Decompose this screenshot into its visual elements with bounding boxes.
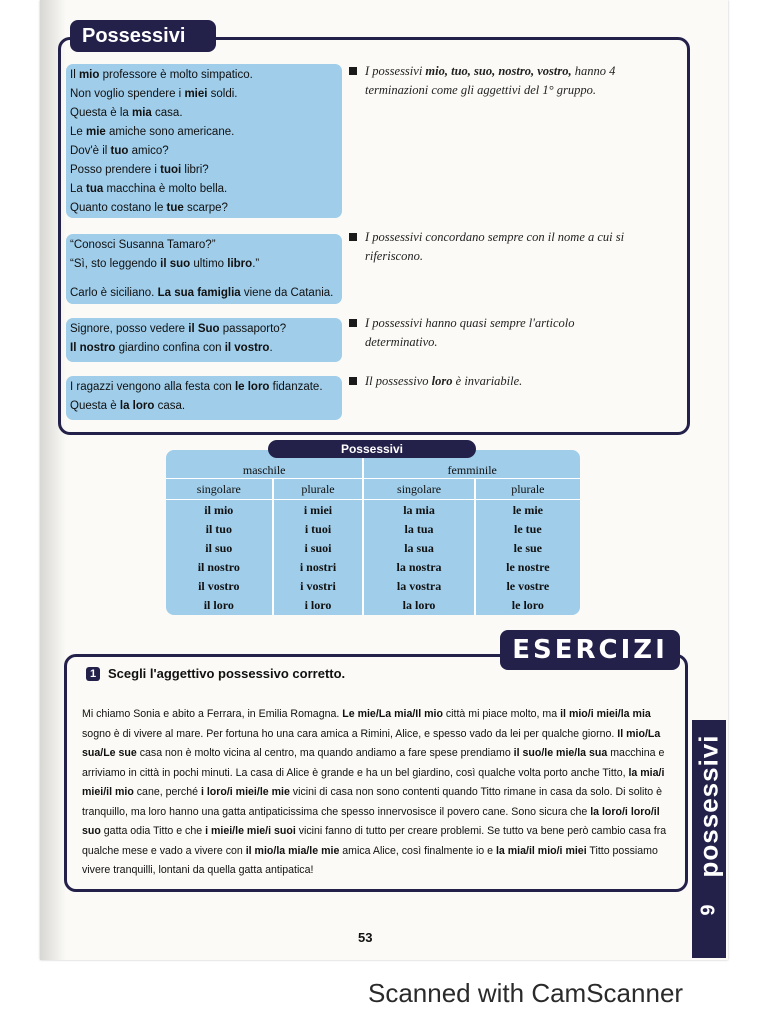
text-segment: Posso prendere i (70, 164, 161, 176)
bold-text: mie (86, 126, 106, 138)
rule-line (349, 314, 679, 333)
grammar-rule-4 (349, 372, 679, 391)
table-cell: la nostra (396, 560, 442, 574)
page-number: 53 (358, 930, 373, 945)
text-segment: riferiscono. (365, 249, 423, 263)
text-segment: hanno 4 (571, 64, 616, 78)
table-cell: i tuoi (304, 522, 332, 536)
example-box-4 (66, 376, 342, 420)
text-segment: Carlo è siciliano. (70, 287, 158, 299)
text-segment: cane, perché (133, 786, 201, 798)
rule-line (349, 228, 679, 247)
text-segment: vicini fanno di tutto per creare problemi. Se tutto va bene però cambio casa fra qualche mese e vado a vivere con (82, 825, 667, 857)
text-segment: casa. (154, 400, 186, 412)
bold-text: la mia/il mio/i miei (495, 844, 587, 857)
bold-text: il mio/i miei/la mia (560, 708, 651, 720)
example-line (70, 397, 342, 416)
scan-watermark: Scanned with CamScanner (368, 978, 684, 1008)
table-title: Possessivi (268, 440, 476, 458)
example-box-3 (66, 318, 342, 362)
bold-text: miei (184, 88, 208, 100)
example-line (70, 339, 342, 358)
bold-text: la loro/i loro/il suo (82, 805, 660, 837)
exercise-instruction-text: Scegli l'aggettivo possessivo corretto. (108, 666, 346, 681)
bold-text: le loro (234, 381, 270, 393)
bold-text: Le mie/La mia/Il mio (342, 708, 443, 720)
text-segment: Questa è (70, 400, 120, 412)
text-segment: amico? (128, 145, 169, 157)
table-cell: le sue (513, 541, 543, 555)
table-cell: il suo (205, 541, 233, 555)
bold-text: mia (132, 107, 152, 119)
text-segment: Quanto costano le (70, 202, 167, 214)
bold-text: Il mio/La sua/Le sue (82, 727, 661, 759)
example-line (70, 142, 342, 161)
text-segment: vicini di casa non sono contenti quando Titto rimane in casa da solo. Di solito è tranquillo, ma loro hanno una gatta antipaticissima che spesso innervosisce il povero cane. Sono sicura che (82, 786, 663, 818)
table-cell: le mie (512, 503, 544, 517)
table-cell: la mia (403, 503, 435, 517)
square-bullet-icon (349, 233, 357, 241)
bold-text: tue (166, 202, 184, 214)
text-segment: viene da Catania. (240, 287, 334, 299)
table-cell: il nostro (197, 560, 240, 574)
table-cell: la sua (404, 541, 434, 555)
example-line (70, 378, 342, 397)
table-column-fem-singular (363, 500, 474, 616)
example-line (70, 274, 342, 284)
example-line (70, 284, 342, 303)
example-box-1 (66, 64, 342, 218)
text-segment: è invariabile. (452, 374, 523, 388)
text-segment: I ragazzi vengono alla festa con (70, 381, 235, 393)
chapter-number: 9 (697, 904, 720, 916)
text-segment: Dov'è il (70, 145, 111, 157)
text-segment: Non voglio spendere i (70, 88, 185, 100)
text-segment: Il possessivo (365, 374, 432, 388)
text-segment: professore è molto simpatico. (99, 69, 253, 81)
text-segment: “Sì, sto leggendo (70, 258, 161, 270)
text-segment: . (269, 342, 273, 354)
text-segment: “Conosci Susanna Tamaro?” (70, 239, 216, 251)
bold-text: il Suo (188, 323, 220, 335)
example-line (70, 320, 342, 339)
text-segment: casa non è molto vicina al centro, ma quando andiamo a fare spese prendiamo (136, 747, 514, 759)
bold-text: i loro/i miei/le mie (200, 786, 290, 798)
example-line (70, 66, 342, 85)
text-segment: libri? (181, 164, 209, 176)
bold-text: il mio/la mia/le mie (245, 844, 340, 857)
bold-text: i miei/le mie/i suoi (205, 825, 296, 837)
text-segment: I possessivi hanno quasi sempre l'articolo (365, 316, 575, 330)
example-line (70, 85, 342, 104)
bold-text: la loro (119, 400, 155, 412)
text-segment: Mi chiamo Sonia e abito a Ferrara, in Emilia Romagna. (82, 708, 343, 720)
example-line (70, 255, 342, 274)
table-cell: i vostri (300, 579, 336, 593)
text-segment: .” (252, 258, 260, 270)
table-column-fem-plural (475, 500, 580, 616)
square-bullet-icon (349, 319, 357, 327)
table-cell: la tua (404, 522, 434, 536)
table-cell: la loro (402, 598, 436, 612)
subheader: singolare (363, 479, 474, 500)
rule-line (349, 333, 679, 352)
bold-text: loro (431, 374, 453, 388)
text-segment: sogno è di vivere al mare. Per fortuna ho una cara amica a Rimini, Alice, e spesso vado da lei per qualche giorno. (82, 727, 618, 740)
rule-line (349, 62, 679, 81)
text-segment: Il (70, 69, 79, 81)
text-segment: fidanzate. (269, 381, 323, 393)
text-segment: I possessivi concordano sempre con il nome a cui si (365, 230, 625, 244)
group-header-maschile: maschile (166, 450, 363, 479)
text-segment: amica Alice, così finalmente io e (339, 844, 496, 857)
bold-text: il suo/le mie/la sua (513, 747, 608, 759)
square-bullet-icon (349, 377, 357, 385)
table-cell: la vostra (396, 579, 442, 593)
text-segment: passaporto? (219, 323, 287, 335)
subheader: singolare (166, 479, 273, 500)
text-segment: Le (70, 126, 86, 138)
table-cell: i suoi (304, 541, 332, 555)
text-segment: scarpe? (183, 202, 228, 214)
subheader: plurale (273, 479, 364, 500)
table-cell: il loro (203, 598, 234, 612)
table-cell: il vostro (198, 579, 240, 593)
exercise-text (82, 705, 674, 881)
example-line (70, 180, 342, 199)
table-cell: le nostre (506, 560, 550, 574)
grammar-rule-2 (349, 228, 679, 266)
text-segment: Questa è la (70, 107, 133, 119)
example-line (70, 104, 342, 123)
bold-text: Il nostro (70, 342, 116, 354)
text-segment: casa. (151, 107, 183, 119)
bold-text: tua (86, 183, 104, 195)
grammar-rule-3 (349, 314, 679, 352)
text-segment: amiche sono americane. (105, 126, 235, 138)
text-segment: Signore, posso vedere (70, 323, 189, 335)
bold-text: il vostro (224, 342, 270, 354)
section-title: Possessivi (70, 20, 216, 52)
exercises-banner: ESERCIZI (500, 630, 680, 670)
text-segment: ultimo (190, 258, 228, 270)
table-cell: i loro (304, 598, 332, 612)
text-segment: terminazioni come gli aggettivi del 1° gruppo. (365, 83, 597, 97)
example-box-2 (66, 234, 342, 304)
text-segment: I possessivi (365, 64, 426, 78)
table-cell: i miei (303, 503, 333, 517)
bold-text: tuo (110, 145, 129, 157)
table-cell: il mio (204, 503, 234, 517)
bold-text: tuoi (160, 164, 182, 176)
text-segment: Titto possiamo vivere tranquilli, lontani da quella gatta antipatica! (82, 844, 658, 876)
example-line (70, 236, 342, 255)
text-segment: determinativo. (365, 335, 438, 349)
exercise-number: 1 (86, 667, 100, 681)
example-line (70, 199, 342, 218)
example-line (70, 123, 342, 142)
text-segment: macchina è molto bella. (103, 183, 228, 195)
bold-text: mio, tuo, suo, nostro, vostro, (425, 64, 572, 78)
text-segment: macchina e arriviamo in città in pochi minuti. La casa di Alice è grande e ha un bel giardino, così qualche volta porto anche Titto, (82, 747, 665, 779)
table-cell: i nostri (299, 560, 337, 574)
bold-text: libro (227, 258, 253, 270)
bold-text: la mia/i miei/il mio (82, 766, 665, 798)
text-segment: giardino confina con (115, 342, 225, 354)
text-segment: soldi. (207, 88, 238, 100)
square-bullet-icon (349, 67, 357, 75)
table-cell: le tue (514, 522, 542, 536)
chapter-name: possessivi (693, 734, 724, 878)
table-column-masc-plural (273, 500, 364, 616)
bold-text: il suo (160, 258, 191, 270)
text-segment: città mi piace molto, ma (442, 708, 561, 720)
example-line (70, 161, 342, 180)
grammar-rule-1 (349, 62, 679, 100)
table-cell: il tuo (205, 522, 232, 536)
rule-line (349, 247, 679, 266)
group-header-femminile: femminile (363, 450, 580, 479)
text-segment: La (70, 183, 86, 195)
table-cell: le loro (511, 598, 544, 612)
bold-text: mio (78, 69, 100, 81)
table-cell: le vostre (506, 579, 550, 593)
exercise-instruction (86, 666, 345, 681)
rule-line (349, 372, 679, 391)
possessive-table (166, 450, 580, 615)
rule-line (349, 81, 679, 100)
bold-text: La sua famiglia (157, 287, 241, 299)
subheader: plurale (475, 479, 580, 500)
table-column-masc-singular (166, 500, 273, 616)
text-segment: gatta odia Titto e che (100, 825, 206, 837)
